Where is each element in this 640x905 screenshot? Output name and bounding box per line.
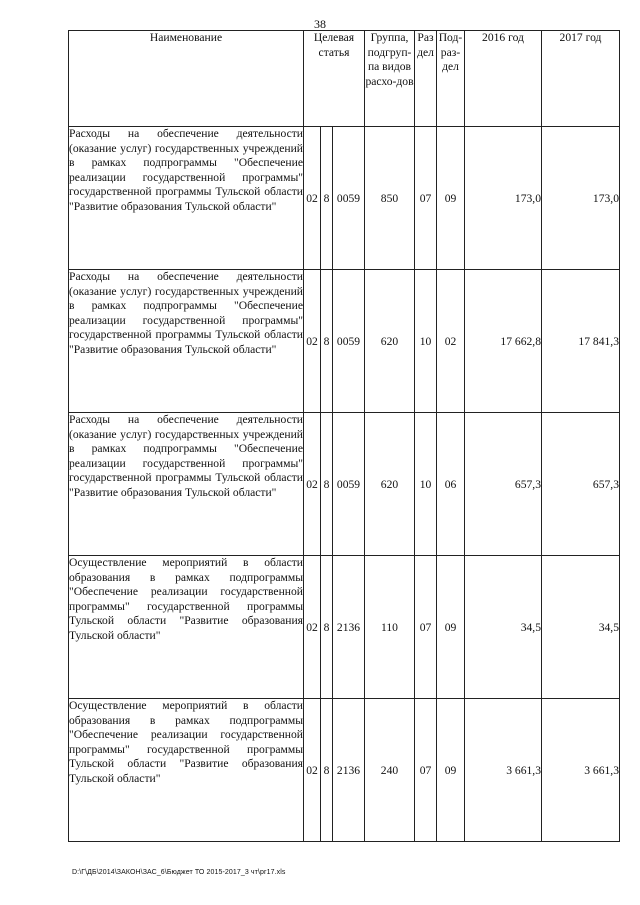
budget-table: [68, 30, 620, 842]
row-subsection: 09: [437, 127, 465, 270]
row-2017: 173,0: [542, 127, 620, 270]
row-subsection: 02: [437, 270, 465, 413]
table-row: [69, 127, 620, 270]
footer-file-path: D:\Г\ДБ\2014\ЗАКОН\ЗАС_6\Бюджет ТО 2015-2017_3 чт\рг17.xls: [72, 869, 286, 876]
row-target-code-1: 02: [304, 270, 321, 413]
row-group: 620: [365, 413, 415, 556]
row-name: Осуществление мероприятий в области образования в рамках подпрограммы "Обеспечение реализации государственной программы" государственной программы Тульской области "Развитие образования Тульской области": [69, 556, 304, 699]
row-section: 07: [415, 127, 437, 270]
row-target-code-1: 02: [304, 699, 321, 842]
row-target-code-1: 02: [304, 556, 321, 699]
row-target-code-3: 0059: [333, 270, 365, 413]
row-target-code-2: 8: [321, 556, 333, 699]
row-2016: 34,5: [465, 556, 542, 699]
row-subsection: 09: [437, 556, 465, 699]
row-subsection: 09: [437, 699, 465, 842]
row-name: Расходы на обеспечение деятельности (оказание услуг) государственных учреждений в рамках подпрограммы "Обеспечение реализации государственной программы" государственной программы Тульской области "Развитие образования Тульской области": [69, 413, 304, 556]
row-2017: 3 661,3: [542, 699, 620, 842]
row-target-code-3: 0059: [333, 413, 365, 556]
table-row: [69, 556, 620, 699]
row-target-code-3: 2136: [333, 699, 365, 842]
row-group: 620: [365, 270, 415, 413]
header-group: Группа, подгруп-па видов расхо-дов: [365, 31, 415, 127]
row-2016: 657,3: [465, 413, 542, 556]
row-section: 07: [415, 699, 437, 842]
table-header-row: [69, 31, 620, 127]
row-name: Осуществление мероприятий в области образования в рамках подпрограммы "Обеспечение реализации государственной программы" государственной программы Тульской области "Развитие образования Тульской области": [69, 699, 304, 842]
row-group: 850: [365, 127, 415, 270]
row-2016: 17 662,8: [465, 270, 542, 413]
table-row: [69, 413, 620, 556]
header-subsection: Под-раз-дел: [437, 31, 465, 127]
row-target-code-2: 8: [321, 127, 333, 270]
row-2016: 173,0: [465, 127, 542, 270]
row-target-code-1: 02: [304, 127, 321, 270]
row-target-code-2: 8: [321, 699, 333, 842]
row-subsection: 06: [437, 413, 465, 556]
row-group: 110: [365, 556, 415, 699]
row-target-code-1: 02: [304, 413, 321, 556]
header-section: Раз дел: [415, 31, 437, 127]
row-name: Расходы на обеспечение деятельности (оказание услуг) государственных учреждений в рамках подпрограммы "Обеспечение реализации государственной программы" государственной программы Тульской области "Развитие образования Тульской области": [69, 270, 304, 413]
row-target-code-2: 8: [321, 413, 333, 556]
row-2017: 34,5: [542, 556, 620, 699]
table-row: [69, 270, 620, 413]
header-2017: 2017 год: [542, 31, 620, 127]
row-target-code-3: 0059: [333, 127, 365, 270]
header-2016: 2016 год: [465, 31, 542, 127]
row-target-code-3: 2136: [333, 556, 365, 699]
header-name: Наименование: [69, 31, 304, 127]
row-2016: 3 661,3: [465, 699, 542, 842]
page-number: 38: [314, 17, 326, 31]
row-section: 10: [415, 270, 437, 413]
table-row: [69, 699, 620, 842]
header-target: Целевая статья: [304, 31, 365, 127]
row-section: 10: [415, 413, 437, 556]
row-name: Расходы на обеспечение деятельности (оказание услуг) государственных учреждений в рамках подпрограммы "Обеспечение реализации государственной программы" государственной программы Тульской области "Развитие образования Тульской области": [69, 127, 304, 270]
row-section: 07: [415, 556, 437, 699]
row-2017: 657,3: [542, 413, 620, 556]
row-2017: 17 841,3: [542, 270, 620, 413]
row-target-code-2: 8: [321, 270, 333, 413]
row-group: 240: [365, 699, 415, 842]
